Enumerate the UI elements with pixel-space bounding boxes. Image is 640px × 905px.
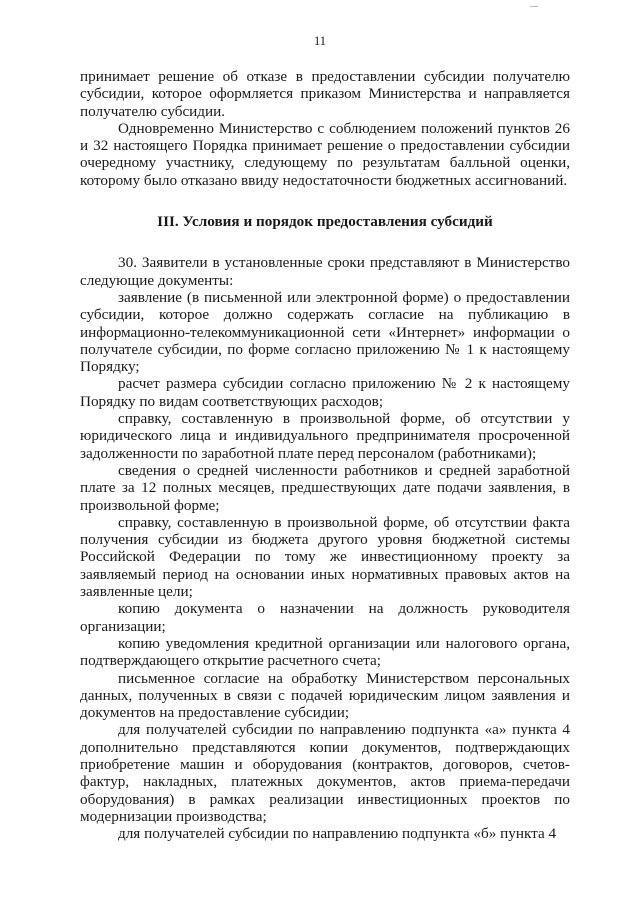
list-item: заявление (в письменной или электронной форме) о предоставлении субсидии, которое должно содержать согласие на публикацию в информационно-телекоммуникационной сети «Интернет» информации о получателе субсидии, по форме согласно приложению № 1 к настоящему Порядку; [80,288,570,376]
paragraph: 30. Заявители в установленные сроки представляют в Министерство следующие документы: [80,254,570,289]
list-item: справку, составленную в произвольной форме, об отсутствии у юридического лица и индивидуального предпринимателя просроченной задолженности по заработной плате перед персоналом (работниками); [80,410,570,462]
list-item: для получателей субсидии по направлению подпункта «а» пункта 4 дополнительно представляются копии документов, подтверждающих приобретение машин и оборудования (контрактов, договоров, счетов-фактур, накладных, платежных документов, актов приема-передачи оборудования) в рамках реализации инвестиционных проектов по модернизации производства; [80,721,570,825]
list-item: копию уведомления кредитной организации или налогового органа, подтверждающего открытие расчетного счета; [80,634,570,670]
list-item: для получателей субсидии по направлению подпункта «б» пункта 4 [118,825,557,843]
document-body [80,68,570,842]
scan-mark [530,6,538,7]
paragraph: принимает решение об отказе в предоставлении субсидии получателю субсидии, которое оформляется приказом Министерства и направляется получателю субсидии. [80,68,570,120]
list-item: сведения о средней численности работников и средней заработной плате за 12 полных месяцев, предшествующих дате подачи заявления, в произвольной форме; [80,461,570,514]
list-item: расчет размера субсидии согласно приложению № 2 к настоящему Порядку по видам соответствующих расходов; [80,375,570,410]
list-item: копию документа о назначении на должность руководителя организации; [80,600,570,635]
section-heading: III. Условия и порядок предоставления субсидий [157,213,493,231]
list-item: справку, составленную в произвольной форме, об отсутствии факта получения субсидии из бюджета другого уровня бюджетной системы Российской Федерации по тому же инвестиционному проекту за заявляемый период на основании иных нормативных правовых актов на заявленные цели; [80,513,570,601]
paragraph: Одновременно Министерство с соблюдением положений пунктов 26 и 32 настоящего Порядка принимает решение о предоставлении субсидии очередному участнику, следующему по результатам балльной оценки, которому было отказано ввиду недостаточности бюджетных ассигнований. [80,119,570,189]
list-item: письменное согласие на обработку Министерством персональных данных, полученных в связи с подачей юридическим лицом заявления и документов на предоставление субсидии; [80,669,570,722]
page-number: 11 [313,34,327,48]
